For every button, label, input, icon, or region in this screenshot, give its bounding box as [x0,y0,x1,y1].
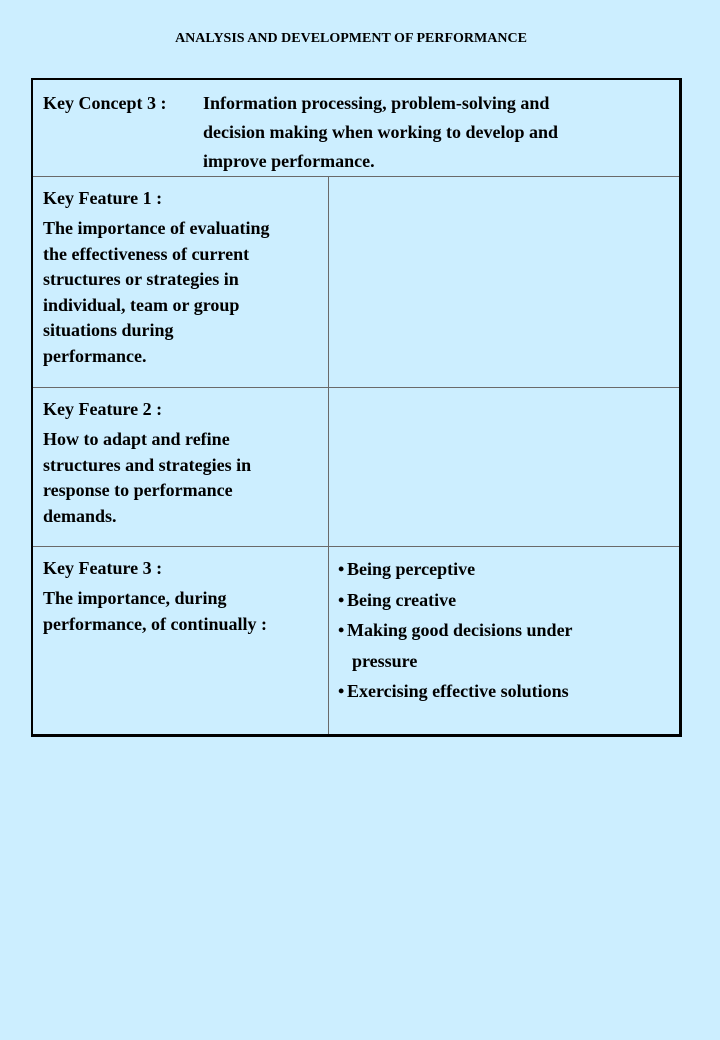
key-concept-text [203,89,643,176]
key-concept-table [31,78,682,737]
description-line: structures or strategies in [43,269,239,289]
bullet-text: Being creative [347,589,457,610]
description-line: response to performance [43,480,233,500]
description-line: The importance, during [43,588,227,608]
list-item [338,676,671,707]
description-line: How to adapt and refine [43,429,230,449]
description-line: structures and strategies in [43,454,252,475]
key-feature-cell [33,547,329,734]
key-feature-row-2 [33,388,679,547]
list-item [338,554,671,585]
key-concept-line: Information processing, problem-solving and [203,93,550,113]
description-line: The importance of evaluating [43,218,270,238]
description-line: situations during [43,320,174,340]
key-feature-title: Key Feature 3 : [43,558,163,578]
bullet-icon: • [338,681,345,701]
bullet-text: pressure [352,650,418,671]
list-item [338,646,671,677]
description-line: performance, of continually : [43,613,267,634]
key-feature-notes-cell [329,177,679,387]
key-feature-cell [33,177,329,387]
bullet-icon: • [338,559,345,579]
description-line: the effectiveness of current [43,243,250,264]
key-concept-row [33,80,679,177]
key-feature-row-3 [33,547,679,734]
key-feature-notes-cell [329,388,679,546]
key-feature-description [43,216,320,369]
key-feature-notes-cell [329,547,679,734]
description-line: individual, team or group [43,294,240,315]
bullet-icon: • [338,620,345,640]
key-concept-label: Key Concept 3 : [43,93,167,113]
bullet-icon: • [338,589,345,610]
bullet-list [338,554,671,707]
key-feature-cell [33,388,329,546]
page-header: ANALYSIS AND DEVELOPMENT OF PERFORMANCE [175,31,527,46]
description-line: demands. [43,505,117,526]
bullet-text: Making good decisions under [347,620,573,640]
key-feature-row-1 [33,177,679,388]
list-item [338,585,671,616]
key-feature-description [43,427,320,529]
key-concept-line: decision making when working to develop and [203,122,559,142]
key-feature-title: Key Feature 1 : [43,188,163,208]
key-feature-description [43,586,320,637]
key-feature-title: Key Feature 2 : [43,399,163,419]
key-concept-line: improve performance. [203,151,375,171]
bullet-text: Exercising effective solutions [347,681,569,701]
description-line: performance. [43,345,147,366]
bullet-text: Being perceptive [347,559,476,579]
list-item [338,615,671,646]
